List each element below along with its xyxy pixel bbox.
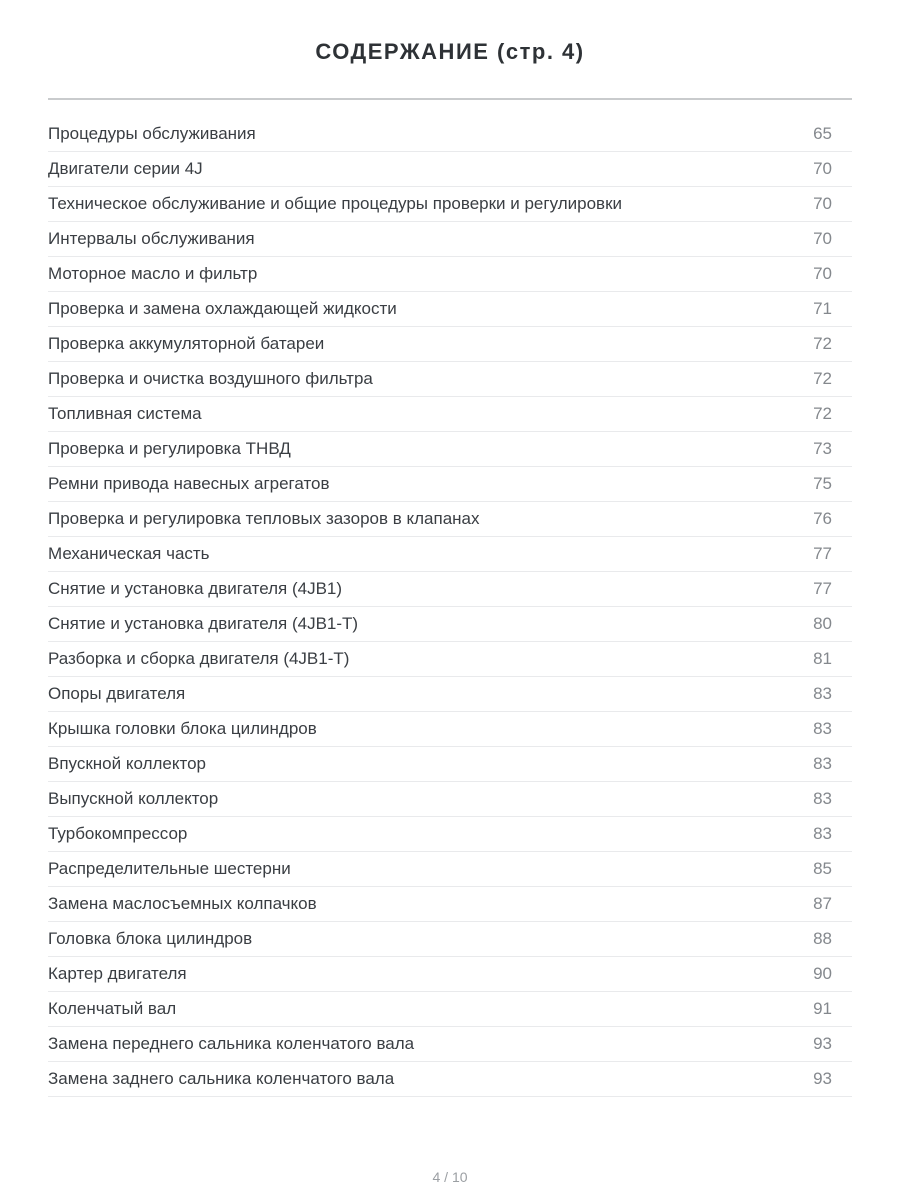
- toc-entry-label: Головка блока цилиндров: [48, 929, 253, 948]
- toc-entry-page: 77: [813, 579, 832, 598]
- toc-entry-page: 90: [813, 964, 832, 983]
- toc-entry-label: Распределительные шестерни: [48, 859, 291, 878]
- toc-entry-page: 91: [813, 999, 832, 1018]
- toc-row[interactable]: [48, 117, 852, 152]
- toc-entry-label: Замена переднего сальника коленчатого вала: [48, 1034, 415, 1053]
- toc-entry-page: 75: [813, 474, 832, 493]
- toc-entry-label: Проверка и очистка воздушного фильтра: [48, 369, 373, 388]
- toc-entry-page: 72: [813, 404, 832, 423]
- toc-entry-label: Коленчатый вал: [48, 999, 177, 1018]
- toc-entry-label: Замена заднего сальника коленчатого вала: [48, 1069, 395, 1088]
- toc-entry-page: 70: [813, 194, 832, 213]
- toc-row[interactable]: [48, 747, 852, 782]
- toc-entry-label: Проверка аккумуляторной батареи: [48, 334, 325, 353]
- toc-row[interactable]: [48, 432, 852, 467]
- toc-entry-page: 85: [813, 859, 832, 878]
- toc-row[interactable]: [48, 502, 852, 537]
- toc-row[interactable]: [48, 397, 852, 432]
- toc-row[interactable]: [48, 257, 852, 292]
- toc-entry-label: Проверка и регулировка ТНВД: [48, 439, 291, 458]
- toc-entry-label: Впускной коллектор: [48, 754, 206, 773]
- toc-row[interactable]: [48, 222, 852, 257]
- toc-entry-page: 65: [813, 124, 832, 143]
- page-title: СОДЕРЖАНИЕ (стр. 4): [315, 39, 585, 64]
- toc-row[interactable]: [48, 992, 852, 1027]
- toc-entry-label: Моторное масло и фильтр: [48, 264, 258, 283]
- toc-row[interactable]: [48, 362, 852, 397]
- toc-entry-page: 76: [813, 509, 832, 528]
- toc-entry-label: Механическая часть: [48, 544, 210, 563]
- toc-row[interactable]: [48, 957, 852, 992]
- toc-entry-label: Картер двигателя: [48, 964, 187, 983]
- toc-entry-label: Крышка головки блока цилиндров: [48, 719, 317, 738]
- toc-entry-page: 83: [813, 684, 832, 703]
- toc-row[interactable]: [48, 327, 852, 362]
- toc-entry-label: Снятие и установка двигателя (4JB1-T): [48, 614, 359, 633]
- toc-entry-page: 87: [813, 894, 832, 913]
- toc-entry-page: 77: [813, 544, 832, 563]
- toc-entry-label: Двигатели серии 4J: [48, 159, 203, 178]
- toc-row[interactable]: [48, 292, 852, 327]
- toc-entry-label: Турбокомпрессор: [48, 824, 188, 843]
- toc-entry-page: 80: [813, 614, 832, 633]
- toc-list: [48, 100, 852, 1097]
- toc-entry-page: 70: [813, 229, 832, 248]
- toc-row[interactable]: [48, 712, 852, 747]
- toc-entry-label: Ремни привода навесных агрегатов: [48, 474, 330, 493]
- toc-entry-page: 73: [813, 439, 832, 458]
- toc-row[interactable]: [48, 887, 852, 922]
- toc-row[interactable]: [48, 922, 852, 957]
- toc-entry-page: 72: [813, 334, 832, 353]
- toc-entry-page: 88: [813, 929, 832, 948]
- toc-entry-page: 93: [813, 1034, 832, 1053]
- toc-row[interactable]: [48, 677, 852, 712]
- toc-row[interactable]: [48, 537, 852, 572]
- toc-entry-page: 71: [813, 299, 832, 318]
- toc-entry-label: Проверка и замена охлаждающей жидкости: [48, 299, 397, 318]
- toc-entry-page: 81: [813, 649, 832, 668]
- toc-entry-label: Техническое обслуживание и общие процедуры проверки и регулировки: [48, 194, 623, 213]
- toc-row[interactable]: [48, 852, 852, 887]
- toc-entry-page: 70: [813, 159, 832, 178]
- toc-entry-page: 72: [813, 369, 832, 388]
- toc-row[interactable]: [48, 187, 852, 222]
- toc-entry-page: 83: [813, 789, 832, 808]
- toc-entry-label: Разборка и сборка двигателя (4JB1-T): [48, 649, 350, 668]
- toc-row[interactable]: [48, 1062, 852, 1097]
- toc-entry-page: 83: [813, 754, 832, 773]
- toc-entry-label: Замена маслосъемных колпачков: [48, 894, 317, 913]
- toc-entry-page: 70: [813, 264, 832, 283]
- toc-entry-label: Опоры двигателя: [48, 684, 186, 703]
- page-number-indicator: 4 / 10: [432, 1169, 468, 1185]
- toc-entry-label: Процедуры обслуживания: [48, 124, 256, 143]
- toc-entry-label: Топливная система: [48, 404, 202, 423]
- toc-row[interactable]: [48, 817, 852, 852]
- toc-entry-page: 83: [813, 719, 832, 738]
- toc-row[interactable]: [48, 572, 852, 607]
- toc-row[interactable]: [48, 642, 852, 677]
- toc-row[interactable]: [48, 1027, 852, 1062]
- toc-entry-label: Интервалы обслуживания: [48, 229, 255, 248]
- toc-row[interactable]: [48, 607, 852, 642]
- toc-entry-label: Снятие и установка двигателя (4JB1): [48, 579, 343, 598]
- toc-entry-page: 93: [813, 1069, 832, 1088]
- toc-row[interactable]: [48, 152, 852, 187]
- toc-row[interactable]: [48, 782, 852, 817]
- toc-row[interactable]: [48, 467, 852, 502]
- toc-entry-page: 83: [813, 824, 832, 843]
- toc-entry-label: Выпускной коллектор: [48, 789, 219, 808]
- toc-entry-label: Проверка и регулировка тепловых зазоров в клапанах: [48, 509, 480, 528]
